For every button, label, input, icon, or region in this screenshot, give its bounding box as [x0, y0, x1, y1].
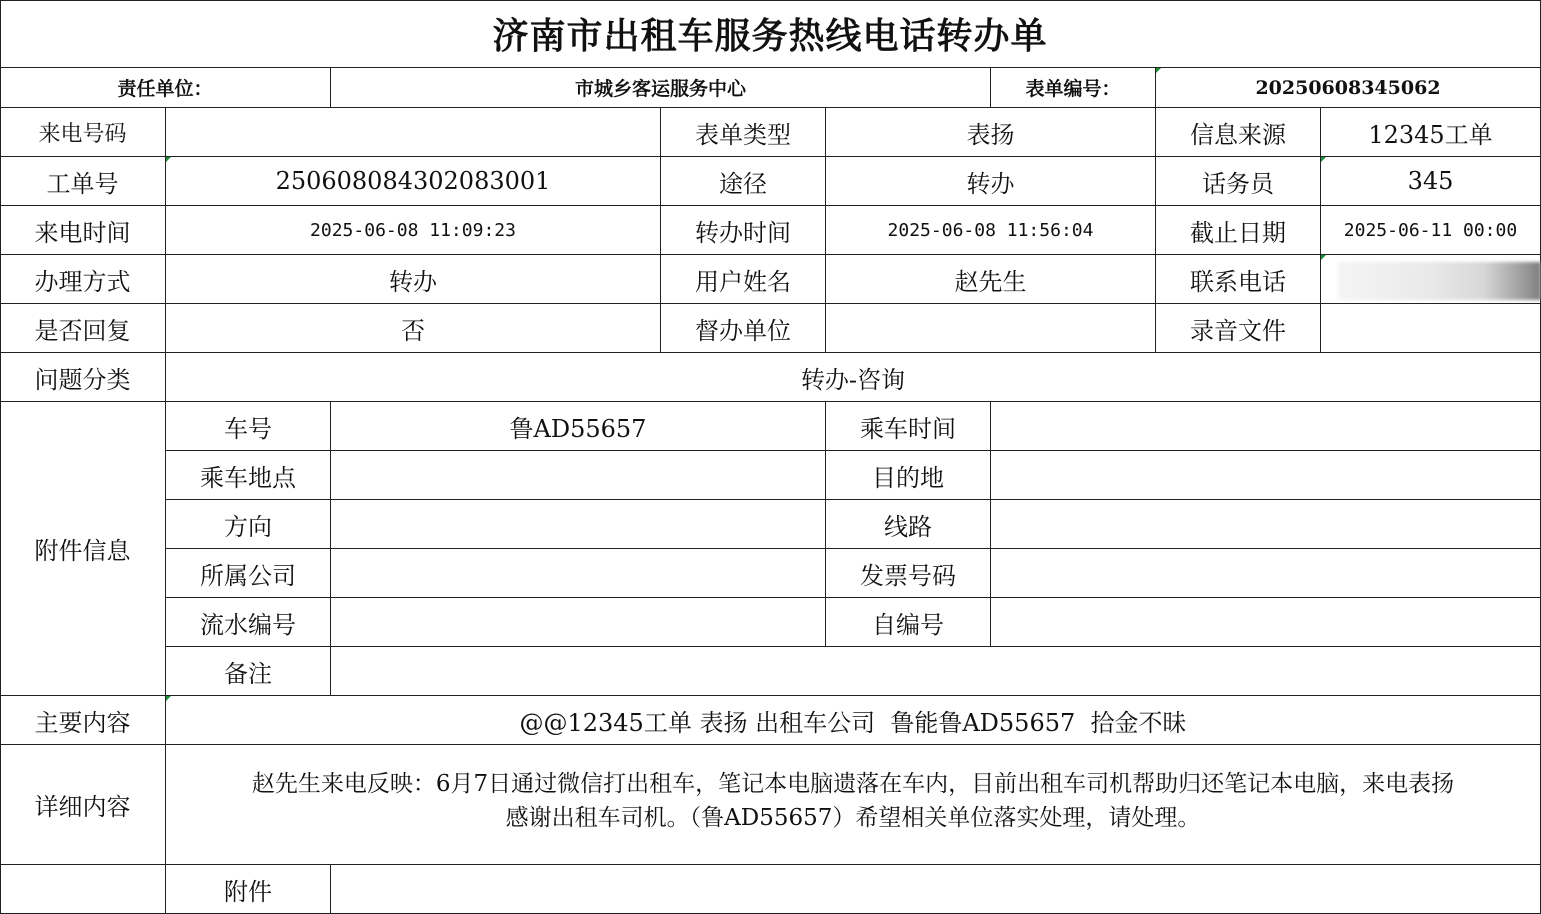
remark-label: 备注: [166, 647, 331, 696]
destination-label: 目的地: [826, 451, 991, 500]
supervise-label: 督办单位: [661, 304, 826, 353]
destination-value: [991, 451, 1541, 500]
source-value: 12345工单: [1321, 108, 1541, 157]
self-no-label: 自编号: [826, 598, 991, 647]
reply-label: 是否回复: [0, 304, 166, 353]
ride-time-label: 乘车时间: [826, 402, 991, 451]
user-label: 用户姓名: [661, 255, 826, 304]
detail-line-1: 赵先生来电反映：6月7日通过微信打出租车，笔记本电脑遗落在车内，目前出租车司机帮助归还笔记本电脑，来电表扬: [251, 770, 1455, 797]
channel-value: 转办: [826, 157, 1156, 206]
method-label: 办理方式: [0, 255, 166, 304]
supervise-value: [826, 304, 1156, 353]
car-no-label: 车号: [166, 402, 331, 451]
call-time-label: 来电时间: [0, 206, 166, 255]
cell-marker: [166, 696, 171, 701]
detail-value: [166, 745, 1541, 865]
cell-marker: [1156, 68, 1161, 73]
unit-label: 责任单位：: [0, 68, 331, 108]
ticket-value: 250608084302083001: [166, 157, 661, 206]
self-no-value: [991, 598, 1541, 647]
operator-value: 345: [1321, 157, 1541, 206]
attachment-value: [331, 865, 1541, 914]
ride-time-value: [991, 402, 1541, 451]
form-no-label: 表单编号：: [991, 68, 1156, 108]
cell-marker: [166, 157, 171, 162]
reply-value: 否: [166, 304, 661, 353]
form-type-label: 表单类型: [661, 108, 826, 157]
category-label: 问题分类: [0, 353, 166, 402]
cell-marker: [1321, 255, 1326, 260]
main-content-label: 主要内容: [0, 696, 166, 745]
serial-value: [331, 598, 826, 647]
transfer-time-value: 2025-06-08 11:56:04: [826, 206, 1156, 255]
form-title: 济南市出租车服务热线电话转办单: [0, 0, 1541, 68]
transfer-time-label: 转办时间: [661, 206, 826, 255]
detail-line-2: 感谢出租车司机。（鲁AD55657）希望相关单位落实处理，请处理。: [505, 804, 1201, 831]
unit-value: 市城乡客运服务中心: [331, 68, 991, 108]
direction-value: [331, 500, 826, 549]
serial-label: 流水编号: [166, 598, 331, 647]
cell-marker: [1321, 157, 1326, 162]
call-time-value: 2025-06-08 11:09:23: [166, 206, 661, 255]
remark-value: [331, 647, 1541, 696]
record-label: 录音文件: [1156, 304, 1321, 353]
detail-label: 详细内容: [0, 745, 166, 865]
attachment-info-label: 附件信息: [0, 402, 166, 696]
record-value: [1321, 304, 1541, 353]
company-label: 所属公司: [166, 549, 331, 598]
form-no-value: 20250608345062: [1156, 68, 1541, 108]
company-value: [331, 549, 826, 598]
category-value: 转办-咨询: [166, 353, 1541, 402]
car-no-value: 鲁AD55657: [331, 402, 826, 451]
caller-no-value: [166, 108, 661, 157]
source-label: 信息来源: [1156, 108, 1321, 157]
route-value: [991, 500, 1541, 549]
ticket-label: 工单号: [0, 157, 166, 206]
direction-label: 方向: [166, 500, 331, 549]
user-value: 赵先生: [826, 255, 1156, 304]
attachment-label: 附件: [166, 865, 331, 914]
left-blank-cell: [0, 865, 166, 914]
phone-label: 联系电话: [1156, 255, 1321, 304]
deadline-label: 截止日期: [1156, 206, 1321, 255]
invoice-label: 发票号码: [826, 549, 991, 598]
ride-place-label: 乘车地点: [166, 451, 331, 500]
operator-label: 话务员: [1156, 157, 1321, 206]
redacted-phone-blur: [1338, 262, 1541, 300]
channel-label: 途径: [661, 157, 826, 206]
method-value: 转办: [166, 255, 661, 304]
ride-place-value: [331, 451, 826, 500]
route-label: 线路: [826, 500, 991, 549]
form-type-value: 表扬: [826, 108, 1156, 157]
deadline-value: 2025-06-11 00:00: [1321, 206, 1541, 255]
invoice-value: [991, 549, 1541, 598]
caller-no-label: 来电号码: [0, 108, 166, 157]
main-content-value: @@12345工单 表扬 出租车公司 鲁能鲁AD55657 拾金不昧: [166, 696, 1541, 745]
